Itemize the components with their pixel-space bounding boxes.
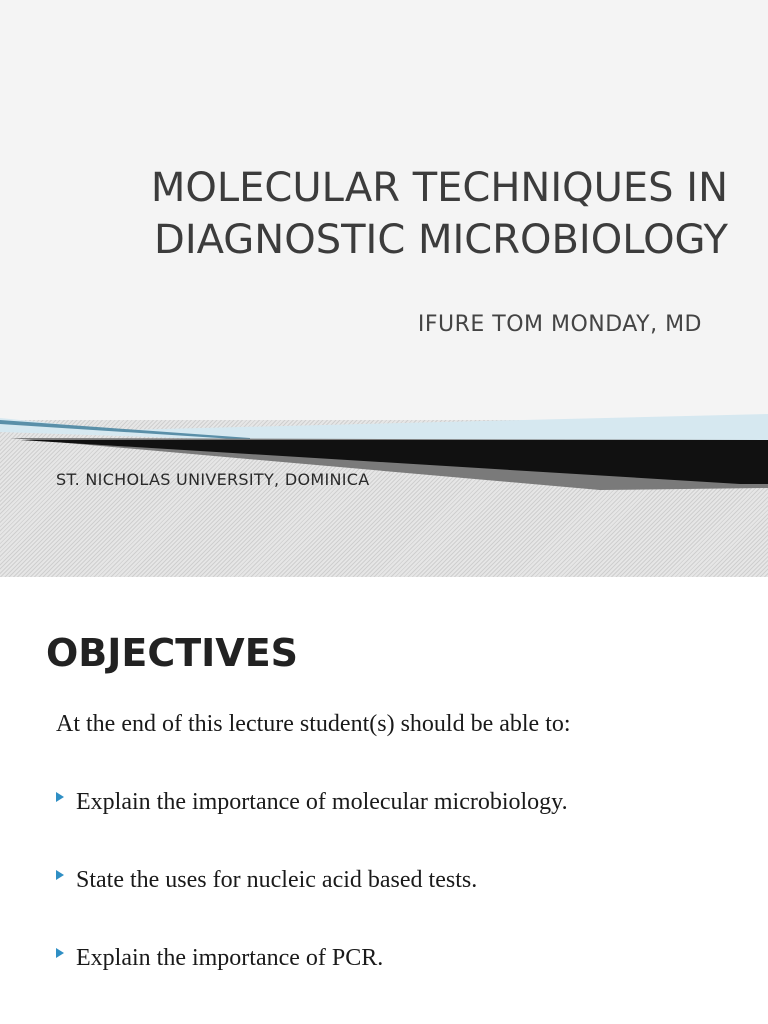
decorative-swoosh	[0, 400, 768, 530]
light-blue-band	[0, 414, 768, 442]
list-item	[56, 784, 568, 862]
objectives-intro: At the end of this lecture student(s) should be able to:	[56, 711, 571, 737]
objective-text: Explain the importance of PCR.	[76, 945, 384, 971]
triangle-bullet-icon	[56, 792, 64, 802]
institution-name: ST. NICHOLAS UNIVERSITY, DOMINICA	[56, 470, 370, 489]
title-line-1: MOLECULAR TECHNIQUES IN	[150, 165, 728, 211]
list-item	[56, 862, 568, 940]
objectives-slide	[0, 577, 768, 1024]
author-name: IFURE TOM MONDAY, MD	[417, 312, 702, 337]
triangle-bullet-icon	[56, 870, 64, 880]
objective-text: Explain the importance of molecular microbiology.	[76, 789, 568, 815]
objectives-list	[56, 784, 568, 1018]
presentation-title	[40, 162, 728, 266]
title-line-2: DIAGNOSTIC MICROBIOLOGY	[154, 217, 728, 263]
triangle-bullet-icon	[56, 948, 64, 958]
list-item	[56, 940, 568, 1018]
objective-text: State the uses for nucleic acid based tests.	[76, 867, 478, 893]
objectives-heading: OBJECTIVES	[46, 631, 299, 675]
